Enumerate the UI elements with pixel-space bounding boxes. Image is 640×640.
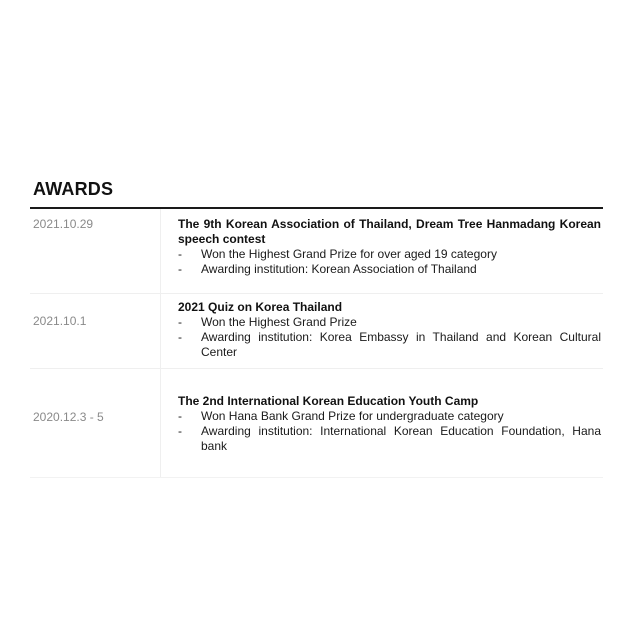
award-entry [30,369,603,478]
award-title: The 9th Korean Association of Thailand, Dream Tree Hanmadang Korean speech contest [178,217,601,246]
bullet-marker: - [178,262,182,276]
award-bullet [178,262,601,277]
award-details [161,369,603,477]
award-date: 2021.10.1 [33,314,87,328]
award-bullet-text: Won the Highest Grand Prize for over aged 19 category [201,247,497,261]
award-bullet-list [178,315,601,360]
award-bullet [178,409,601,424]
award-bullet [178,330,601,360]
award-title: The 2nd International Korean Education Youth Camp [178,394,479,408]
award-date: 2021.10.29 [33,217,94,231]
award-date-cell [30,209,161,293]
award-date-cell [30,294,161,368]
bullet-marker: - [178,330,182,344]
award-title: 2021 Quiz on Korea Thailand [178,300,343,314]
award-bullet-text: Awarding institution: Korean Association of Thailand [201,262,477,276]
award-bullet-text: Won the Highest Grand Prize [201,315,357,329]
award-bullet-list [178,409,601,454]
award-entry [30,209,603,294]
award-details [161,209,603,293]
award-bullet-text: Awarding institution: Korea Embassy in Thailand and Korean Cultural Center [201,330,601,359]
award-bullet-text: Awarding institution: International Korean Education Foundation, Hana bank [201,424,601,453]
award-bullet [178,424,601,454]
award-entry [30,294,603,369]
award-bullet-list [178,247,601,277]
award-bullet [178,315,601,330]
bullet-marker: - [178,247,182,261]
bullet-marker: - [178,409,182,423]
award-date-cell [30,369,161,477]
award-details [161,294,603,368]
awards-section [30,178,603,478]
award-date: 2020.12.3 - 5 [33,410,104,424]
award-bullet [178,247,601,262]
bullet-marker: - [178,424,182,438]
section-title: AWARDS [33,179,114,199]
award-bullet-text: Won Hana Bank Grand Prize for undergraduate category [201,409,504,423]
bullet-marker: - [178,315,182,329]
